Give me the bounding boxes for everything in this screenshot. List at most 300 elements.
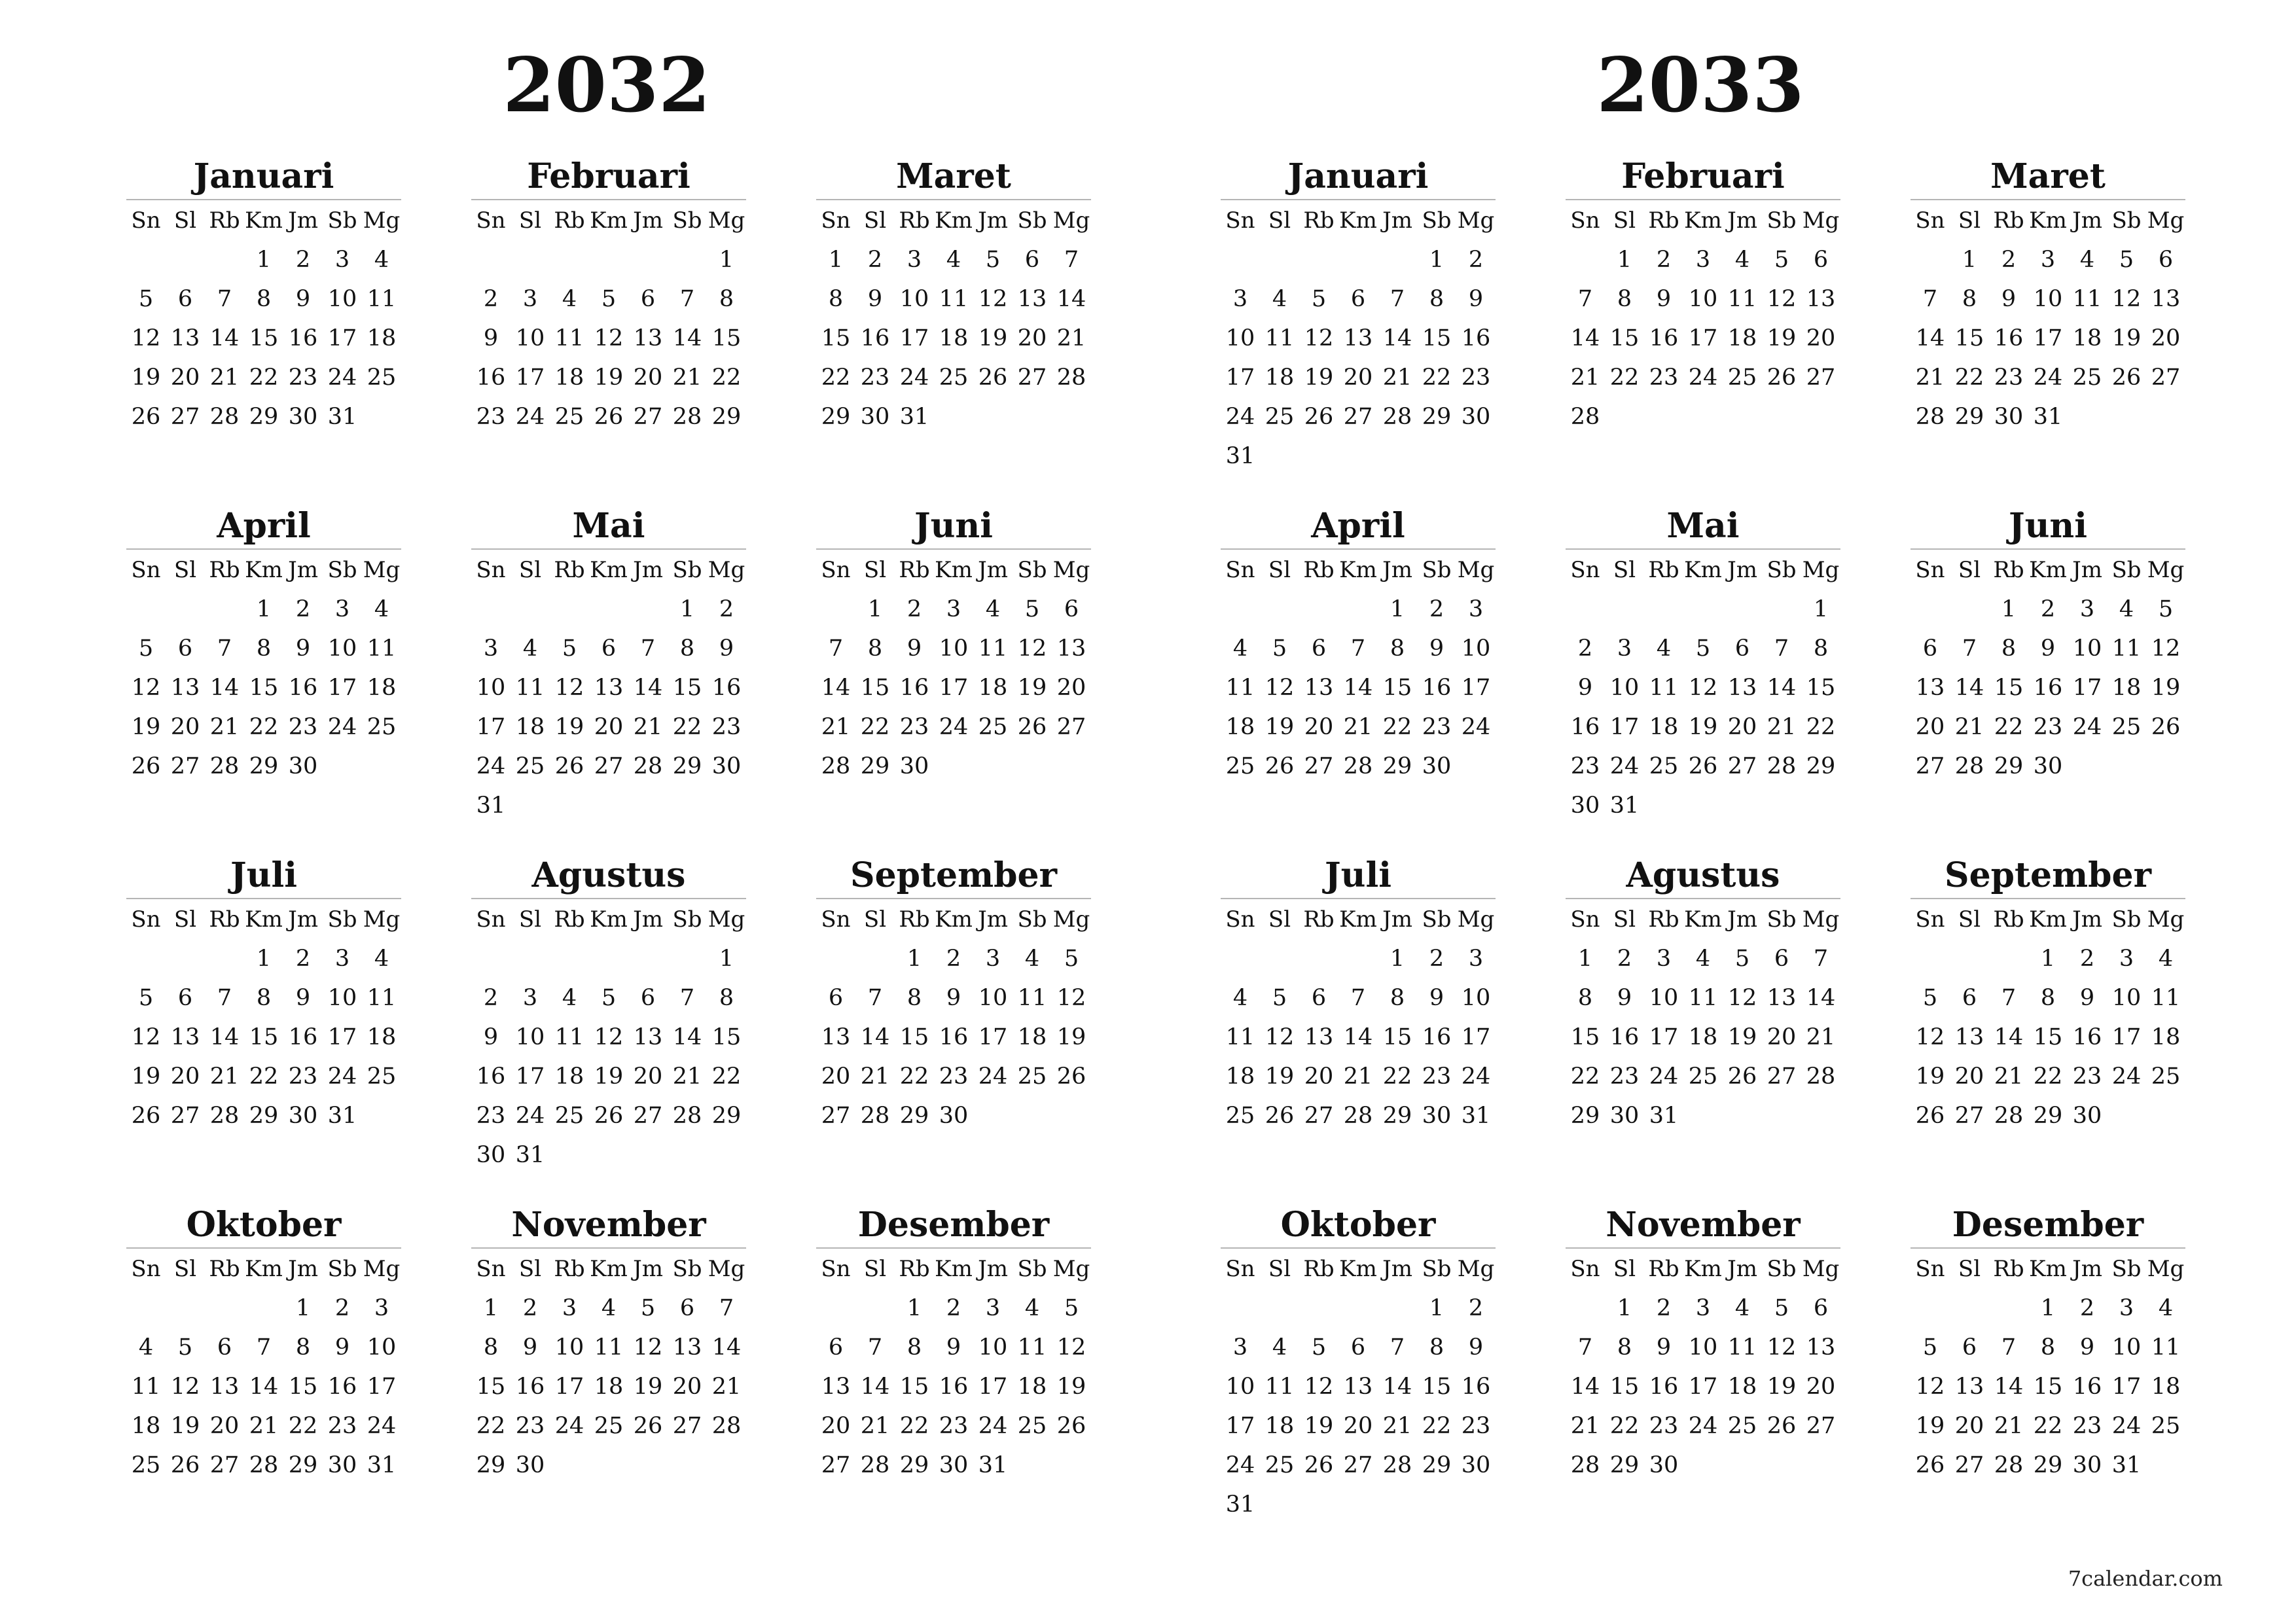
weekday-label: Sn: [131, 1256, 161, 1282]
weekday-label: Mg: [363, 557, 401, 583]
weekday-label: Mg: [2147, 1256, 2185, 1282]
day-cell: 6: [640, 286, 656, 312]
weekday-label: Rb: [554, 207, 585, 234]
weekday-header: [126, 204, 401, 237]
day-cell: 20: [633, 365, 663, 391]
day-cell: 2: [906, 596, 922, 622]
day-cell: 1: [1617, 1295, 1632, 1321]
weekday-label: Jm: [288, 906, 318, 933]
weekday-label: Sl: [1958, 207, 1981, 234]
day-cell: 22: [1382, 714, 1412, 740]
day-cell: 4: [1024, 1295, 1040, 1321]
day-cell: 22: [2033, 1413, 2063, 1439]
weekday-label: Sn: [1915, 1256, 1945, 1282]
day-cell: 5: [2158, 596, 2174, 622]
weekday-label: Mg: [1457, 1256, 1495, 1282]
day-cell: 9: [522, 1334, 538, 1361]
day-cell: 21: [1382, 1413, 1412, 1439]
day-cell: 16: [476, 365, 506, 391]
day-cell: 3: [1656, 946, 1672, 972]
day-cell: 1: [1617, 247, 1632, 273]
weekday-label: Rb: [899, 906, 930, 933]
weekday-header: [1566, 204, 1840, 237]
day-cell: 11: [554, 325, 584, 351]
day-cell: 24: [2111, 1413, 2142, 1439]
day-cell: 18: [1688, 1024, 1718, 1050]
day-cell: 1: [1390, 946, 1405, 972]
day-cell: 8: [1577, 985, 1593, 1011]
weekday-label: Rb: [1303, 207, 1335, 234]
day-cell: 15: [1806, 675, 1836, 701]
weekday-header: [1221, 554, 1496, 586]
day-cell: 19: [1265, 714, 1295, 740]
day-cell: 17: [939, 675, 969, 701]
day-cell: 6: [177, 286, 193, 312]
day-cell: 28: [209, 753, 240, 779]
day-cell: 20: [170, 1063, 200, 1090]
day-cell: 28: [860, 1452, 890, 1478]
day-cell: 20: [821, 1413, 851, 1439]
day-cell: 4: [562, 985, 577, 1011]
month-name: Mai: [572, 506, 645, 546]
day-cell: 25: [1265, 1452, 1295, 1478]
day-cell: 31: [515, 1142, 545, 1168]
day-cell: 24: [327, 1063, 357, 1090]
day-cell: 24: [515, 1103, 545, 1129]
day-cell: 7: [217, 635, 232, 662]
day-cell: 7: [719, 1295, 734, 1321]
weekday-header: [1566, 1253, 1840, 1285]
weekday-label: Sn: [1225, 906, 1255, 933]
month-name: Juli: [1325, 855, 1391, 895]
day-cell: 28: [1994, 1452, 2024, 1478]
day-cell: 1: [1962, 247, 1977, 273]
day-cell: 12: [131, 675, 161, 701]
day-cell: 18: [939, 325, 969, 351]
weekday-header: [816, 903, 1091, 936]
weekday-label: Sb: [327, 906, 357, 933]
day-cell: 27: [1727, 753, 1757, 779]
day-cell: 8: [2001, 635, 2017, 662]
day-cell: 8: [483, 1334, 499, 1361]
weekday-label: Rb: [1648, 906, 1679, 933]
day-cell: 24: [1225, 1452, 1255, 1478]
day-cell: 16: [2072, 1024, 2102, 1050]
day-cell: 9: [295, 635, 311, 662]
day-cell: 10: [1225, 325, 1255, 351]
day-cell: 23: [1649, 365, 1679, 391]
day-cell: 5: [1922, 1334, 1938, 1361]
day-cell: 12: [978, 286, 1008, 312]
day-cell: 19: [1017, 675, 1047, 701]
weekday-header: [1566, 903, 1840, 936]
day-cell: 23: [899, 714, 929, 740]
weekday-label: Jm: [2072, 1256, 2102, 1282]
day-cell: 28: [1382, 404, 1412, 430]
day-cell: 21: [1570, 1413, 1600, 1439]
day-cell: 17: [1609, 714, 1640, 740]
day-cell: 10: [899, 286, 929, 312]
day-cell: 13: [1017, 286, 1047, 312]
day-cell: 12: [2111, 286, 2142, 312]
month-name: November: [1605, 1205, 1801, 1245]
day-cell: 23: [2072, 1063, 2102, 1090]
day-cell: 14: [1994, 1374, 2024, 1400]
day-cell: 6: [1962, 985, 1977, 1011]
day-cell: 4: [374, 247, 389, 273]
day-cell: 5: [1695, 635, 1711, 662]
month-divider: [816, 199, 1091, 200]
day-cell: 5: [138, 985, 154, 1011]
weekday-label: Sl: [518, 557, 542, 583]
day-cell: 20: [1915, 714, 1945, 740]
day-cell: 4: [374, 596, 389, 622]
day-cell: 9: [1429, 985, 1444, 1011]
day-cell: 8: [1617, 1334, 1632, 1361]
day-cell: 3: [1468, 596, 1484, 622]
day-cell: 13: [633, 325, 663, 351]
day-cell: 30: [1461, 404, 1491, 430]
day-cell: 15: [249, 325, 279, 351]
day-cell: 17: [327, 325, 357, 351]
weekday-label: Jm: [978, 207, 1008, 234]
weekday-label: Sl: [1958, 557, 1981, 583]
weekday-label: Rb: [209, 207, 240, 234]
day-cell: 22: [1570, 1063, 1600, 1090]
day-cell: 22: [899, 1063, 929, 1090]
weekday-label: Km: [1684, 1256, 1722, 1282]
weekday-header: [816, 554, 1091, 586]
day-cell: 25: [367, 714, 397, 740]
weekday-label: Sb: [327, 207, 357, 234]
weekday-label: Sb: [1017, 207, 1047, 234]
day-cell: 20: [209, 1413, 240, 1439]
day-cell: 13: [1806, 286, 1836, 312]
day-cell: 6: [177, 985, 193, 1011]
day-cell: 16: [1461, 1374, 1491, 1400]
day-cell: 6: [1064, 596, 1079, 622]
day-cell: 5: [138, 635, 154, 662]
day-cell: 2: [334, 1295, 350, 1321]
weekday-label: Rb: [554, 557, 585, 583]
day-cell: 28: [1056, 365, 1086, 391]
month-divider: [1910, 548, 2185, 550]
year-title: 2032: [503, 41, 711, 129]
day-cell: 28: [249, 1452, 279, 1478]
day-cell: 6: [1350, 1334, 1366, 1361]
day-cell: 5: [1734, 946, 1750, 972]
month-divider: [1221, 898, 1496, 899]
weekday-label: Sb: [672, 906, 702, 933]
day-cell: 25: [554, 404, 584, 430]
weekday-label: Km: [1684, 207, 1722, 234]
weekday-label: Mg: [1802, 906, 1840, 933]
day-cell: 17: [1688, 325, 1718, 351]
day-cell: 21: [1994, 1063, 2024, 1090]
day-cell: 9: [295, 985, 311, 1011]
weekday-label: Mg: [1052, 1256, 1090, 1282]
day-cell: 28: [1570, 404, 1600, 430]
day-cell: 26: [131, 753, 161, 779]
day-cell: 31: [1649, 1103, 1679, 1129]
day-cell: 5: [177, 1334, 193, 1361]
day-cell: 5: [1024, 596, 1040, 622]
day-cell: 10: [978, 1334, 1008, 1361]
day-cell: 20: [1017, 325, 1047, 351]
weekday-label: Sn: [476, 557, 506, 583]
day-cell: 9: [2040, 635, 2056, 662]
day-cell: 14: [209, 675, 240, 701]
day-cell: 16: [1994, 325, 2024, 351]
day-cell: 22: [249, 1063, 279, 1090]
day-cell: 21: [672, 1063, 702, 1090]
day-cell: 31: [1225, 1491, 1255, 1518]
day-cell: 5: [601, 985, 617, 1011]
day-cell: 27: [2151, 365, 2181, 391]
day-cell: 20: [821, 1063, 851, 1090]
weekday-label: Sb: [1767, 207, 1797, 234]
day-cell: 8: [256, 286, 272, 312]
day-cell: 14: [1382, 325, 1412, 351]
day-cell: 11: [939, 286, 969, 312]
day-cell: 31: [476, 793, 506, 819]
weekday-label: Rb: [1303, 1256, 1335, 1282]
day-cell: 13: [1056, 635, 1086, 662]
day-cell: 24: [1609, 753, 1640, 779]
day-cell: 26: [131, 404, 161, 430]
day-cell: 24: [1688, 365, 1718, 391]
day-cell: 12: [131, 325, 161, 351]
day-cell: 6: [1734, 635, 1750, 662]
day-cell: 12: [1688, 675, 1718, 701]
day-cell: 16: [899, 675, 929, 701]
day-cell: 23: [939, 1063, 969, 1090]
weekday-label: Mg: [708, 557, 745, 583]
month-name: Juni: [2009, 506, 2087, 546]
weekday-label: Sn: [1915, 207, 1945, 234]
weekday-label: Sb: [672, 207, 702, 234]
weekday-header: [1910, 204, 2185, 237]
weekday-label: Jm: [978, 557, 1008, 583]
day-cell: 13: [594, 675, 624, 701]
weekday-label: Rb: [1648, 557, 1679, 583]
weekday-label: Sn: [476, 207, 506, 234]
day-cell: 2: [2001, 247, 2017, 273]
day-cell: 27: [1343, 404, 1373, 430]
weekday-label: Sl: [173, 906, 197, 933]
day-cell: 10: [2072, 635, 2102, 662]
weekday-label: Sn: [476, 906, 506, 933]
day-cell: 11: [1688, 985, 1718, 1011]
day-cell: 13: [170, 675, 200, 701]
day-cell: 5: [601, 286, 617, 312]
day-cell: 27: [821, 1452, 851, 1478]
day-cell: 3: [985, 946, 1001, 972]
day-cell: 20: [1806, 325, 1836, 351]
month-divider: [816, 898, 1091, 899]
weekday-label: Jm: [633, 557, 663, 583]
day-cell: 12: [1265, 1024, 1295, 1050]
day-cell: 6: [601, 635, 617, 662]
day-cell: 13: [1304, 1024, 1334, 1050]
day-cell: 21: [1343, 714, 1373, 740]
day-cell: 18: [515, 714, 545, 740]
day-cell: 12: [1915, 1374, 1945, 1400]
weekday-label: Mg: [363, 207, 401, 234]
day-cell: 3: [483, 635, 499, 662]
day-cell: 9: [867, 286, 883, 312]
day-cell: 29: [899, 1452, 929, 1478]
weekday-label: Sb: [2111, 1256, 2142, 1282]
weekday-label: Sb: [2111, 557, 2142, 583]
day-cell: 7: [679, 985, 695, 1011]
day-cell: 10: [327, 286, 357, 312]
weekday-label: Jm: [1727, 207, 1757, 234]
month-name: April: [1311, 506, 1405, 546]
day-cell: 17: [327, 1024, 357, 1050]
day-cell: 15: [899, 1024, 929, 1050]
day-cell: 8: [1429, 1334, 1444, 1361]
day-cell: 24: [1649, 1063, 1679, 1090]
month-divider: [1566, 548, 1840, 550]
day-cell: 30: [939, 1452, 969, 1478]
day-cell: 11: [2151, 985, 2181, 1011]
day-cell: 9: [483, 325, 499, 351]
day-cell: 29: [1382, 1103, 1412, 1129]
month-name: Desember: [857, 1205, 1050, 1245]
day-cell: 6: [217, 1334, 232, 1361]
weekday-label: Sl: [173, 557, 197, 583]
day-cell: 10: [1225, 1374, 1255, 1400]
day-cell: 22: [1609, 1413, 1640, 1439]
day-cell: 13: [1806, 1334, 1836, 1361]
day-cell: 8: [906, 1334, 922, 1361]
weekday-label: Rb: [209, 557, 240, 583]
day-cell: 30: [515, 1452, 545, 1478]
day-cell: 10: [939, 635, 969, 662]
weekday-label: Sb: [1422, 906, 1452, 933]
month-divider: [126, 548, 401, 550]
day-cell: 14: [711, 1334, 742, 1361]
day-cell: 9: [1656, 1334, 1672, 1361]
day-cell: 26: [2111, 365, 2142, 391]
day-cell: 18: [367, 325, 397, 351]
day-cell: 4: [601, 1295, 617, 1321]
day-cell: 4: [1272, 1334, 1287, 1361]
day-cell: 10: [327, 985, 357, 1011]
day-cell: 19: [131, 1063, 161, 1090]
weekday-label: Mg: [1052, 557, 1090, 583]
day-cell: 13: [1304, 675, 1334, 701]
day-cell: 30: [1649, 1452, 1679, 1478]
day-cell: 25: [367, 1063, 397, 1090]
weekday-label: Mg: [1802, 557, 1840, 583]
day-cell: 6: [828, 1334, 844, 1361]
day-cell: 17: [554, 1374, 584, 1400]
day-cell: 4: [985, 596, 1001, 622]
day-cell: 30: [2072, 1103, 2102, 1129]
day-cell: 11: [367, 635, 397, 662]
day-cell: 20: [1727, 714, 1757, 740]
day-cell: 4: [1232, 635, 1248, 662]
day-cell: 30: [288, 753, 318, 779]
day-cell: 2: [2040, 596, 2056, 622]
month-divider: [816, 548, 1091, 550]
day-cell: 21: [860, 1063, 890, 1090]
day-cell: 12: [1265, 675, 1295, 701]
day-cell: 3: [1695, 247, 1711, 273]
day-cell: 20: [1767, 1024, 1797, 1050]
day-cell: 12: [2151, 635, 2181, 662]
day-cell: 11: [1649, 675, 1679, 701]
day-cell: 21: [1806, 1024, 1836, 1050]
day-cell: 4: [1024, 946, 1040, 972]
weekday-header: [471, 903, 746, 936]
day-cell: 28: [860, 1103, 890, 1129]
day-cell: 26: [1688, 753, 1718, 779]
day-cell: 9: [334, 1334, 350, 1361]
day-cell: 25: [1727, 1413, 1757, 1439]
weekday-label: Km: [245, 1256, 283, 1282]
day-cell: 11: [1727, 1334, 1757, 1361]
day-cell: 25: [978, 714, 1008, 740]
day-cell: 2: [1429, 596, 1444, 622]
day-cell: 24: [327, 714, 357, 740]
weekday-label: Jm: [2072, 207, 2102, 234]
day-cell: 24: [367, 1413, 397, 1439]
day-cell: 19: [1304, 1413, 1334, 1439]
day-cell: 22: [249, 714, 279, 740]
day-cell: 14: [1056, 286, 1086, 312]
month-divider: [1566, 1247, 1840, 1249]
day-cell: 5: [640, 1295, 656, 1321]
day-cell: 23: [1994, 365, 2024, 391]
weekday-label: Sl: [1268, 207, 1291, 234]
day-cell: 24: [1461, 714, 1491, 740]
day-cell: 3: [2040, 247, 2056, 273]
day-cell: 3: [2079, 596, 2095, 622]
day-cell: 4: [138, 1334, 154, 1361]
day-cell: 20: [1343, 365, 1373, 391]
month-divider: [471, 548, 746, 550]
day-cell: 20: [1806, 1374, 1836, 1400]
day-cell: 30: [939, 1103, 969, 1129]
day-cell: 10: [554, 1334, 584, 1361]
day-cell: 31: [1225, 443, 1255, 469]
day-cell: 27: [170, 404, 200, 430]
day-cell: 29: [1422, 1452, 1452, 1478]
day-cell: 17: [2033, 325, 2063, 351]
day-cell: 29: [899, 1103, 929, 1129]
month-name: Maret: [1990, 156, 2106, 196]
day-cell: 12: [1727, 985, 1757, 1011]
weekday-label: Km: [590, 207, 628, 234]
day-cell: 13: [821, 1024, 851, 1050]
weekday-label: Km: [590, 1256, 628, 1282]
day-cell: 9: [295, 286, 311, 312]
day-cell: 17: [1225, 365, 1255, 391]
weekday-header: [471, 1253, 746, 1285]
day-cell: 20: [170, 365, 200, 391]
day-cell: 18: [1727, 325, 1757, 351]
day-cell: 22: [1806, 714, 1836, 740]
day-cell: 12: [1915, 1024, 1945, 1050]
day-cell: 23: [2033, 714, 2063, 740]
day-cell: 15: [1382, 675, 1412, 701]
weekday-label: Sl: [863, 906, 887, 933]
day-cell: 3: [1695, 1295, 1711, 1321]
weekday-header: [1910, 1253, 2185, 1285]
